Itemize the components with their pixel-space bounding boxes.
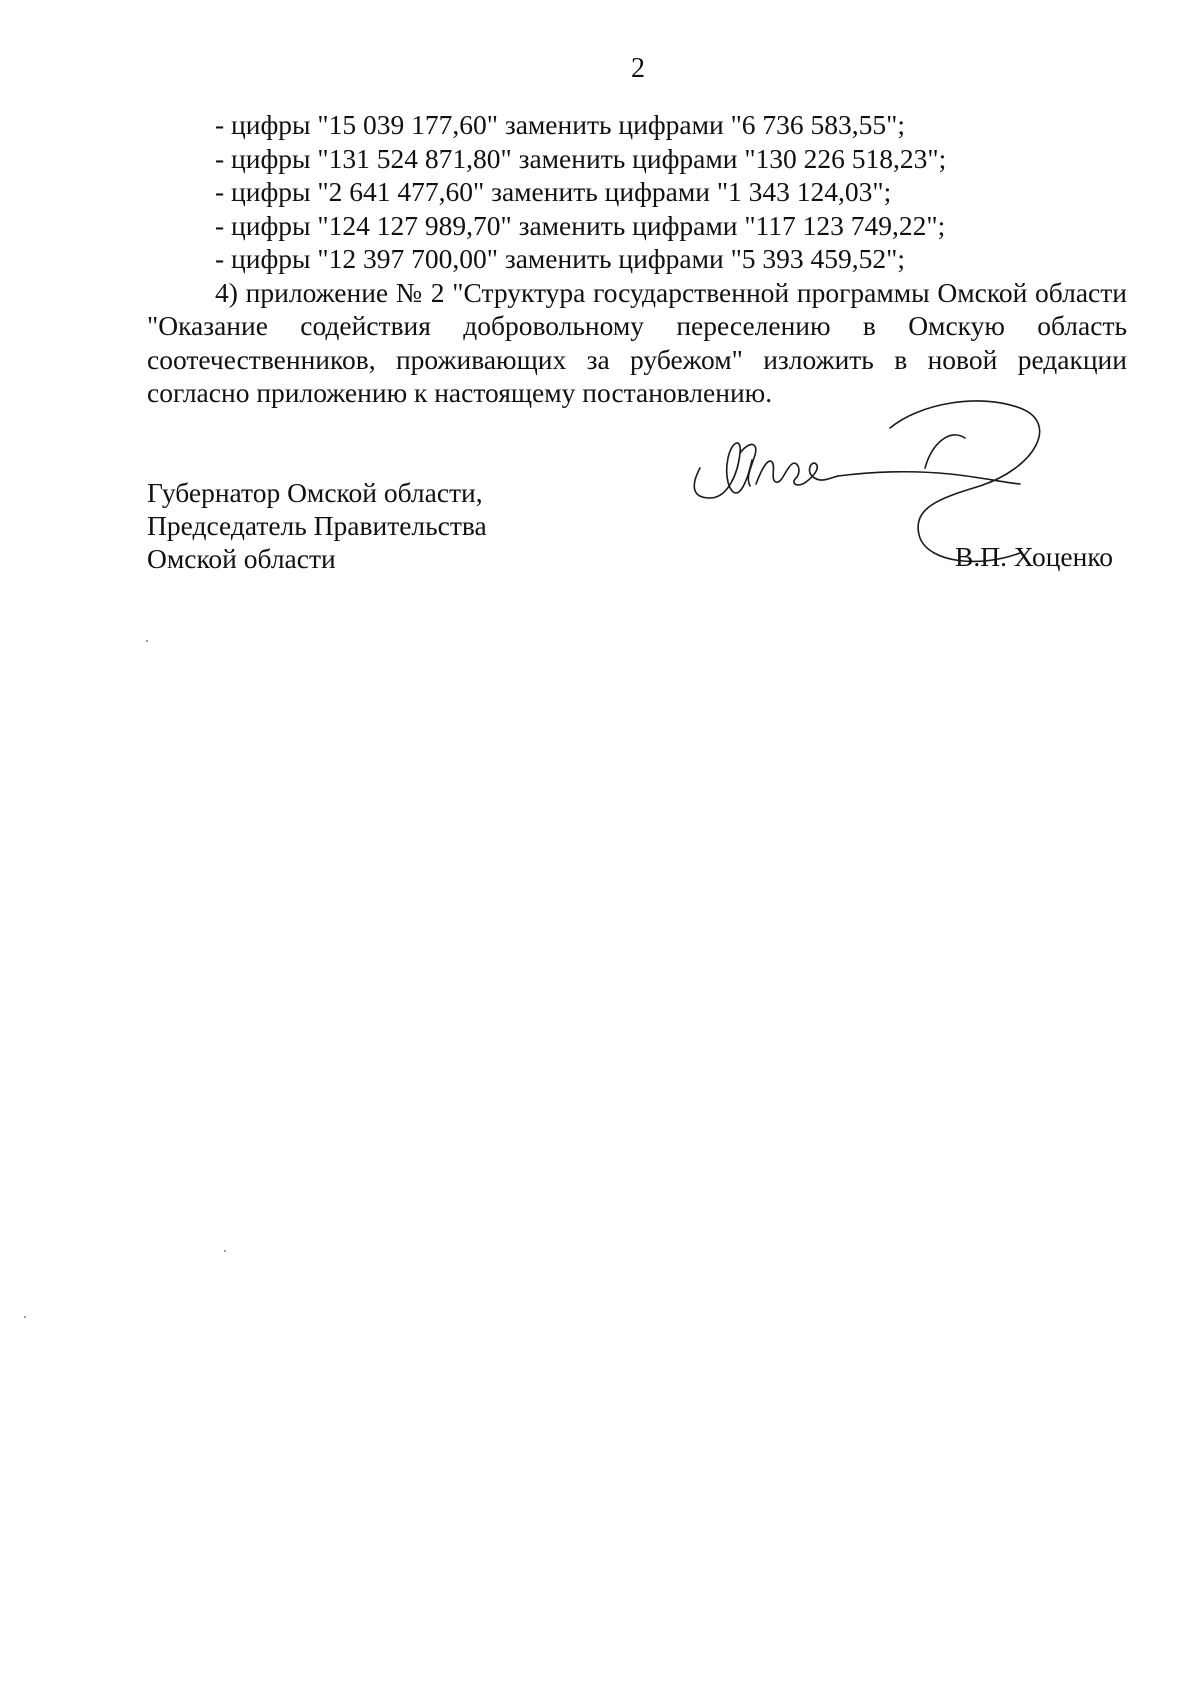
signatory-name: В.П. Хоценко (955, 541, 1114, 572)
document-body (147, 108, 1127, 410)
change-line-5: - цифры "12 397 700,00" заменить цифрами "5 393 459,52"; (215, 243, 906, 274)
change-line-4: - цифры "124 127 989,70" заменить цифрами "117 123 749,22"; (215, 209, 946, 241)
change-line-2: - цифры "131 524 871,80" заменить цифрами "130 226 518,23"; (215, 142, 947, 174)
scan-speck (146, 640, 148, 642)
change-line-3: - цифры "2 641 477,60" заменить цифрами "1 343 124,03"; (215, 176, 892, 207)
position-line-3: Омской области (147, 543, 336, 574)
paragraph-appendix: 4) приложение № 2 "Структура государственной программы Омской области "Оказание содействия добровольному переселению в Омскую область соотечественников, проживающих за рубежом" изложить в новой редакции согласно приложению к настоящему постановлению. (147, 276, 1127, 408)
scan-speck (24, 1316, 26, 1318)
scan-speck (224, 1250, 226, 1252)
signatory-position (147, 476, 487, 575)
position-line-2: Председатель Правительства (147, 510, 487, 541)
position-line-1: Губернатор Омской области, (147, 477, 483, 508)
page-number: 2 (631, 53, 645, 84)
change-line-1: - цифры "15 039 177,60" заменить цифрами "6 736 583,55"; (215, 109, 906, 140)
